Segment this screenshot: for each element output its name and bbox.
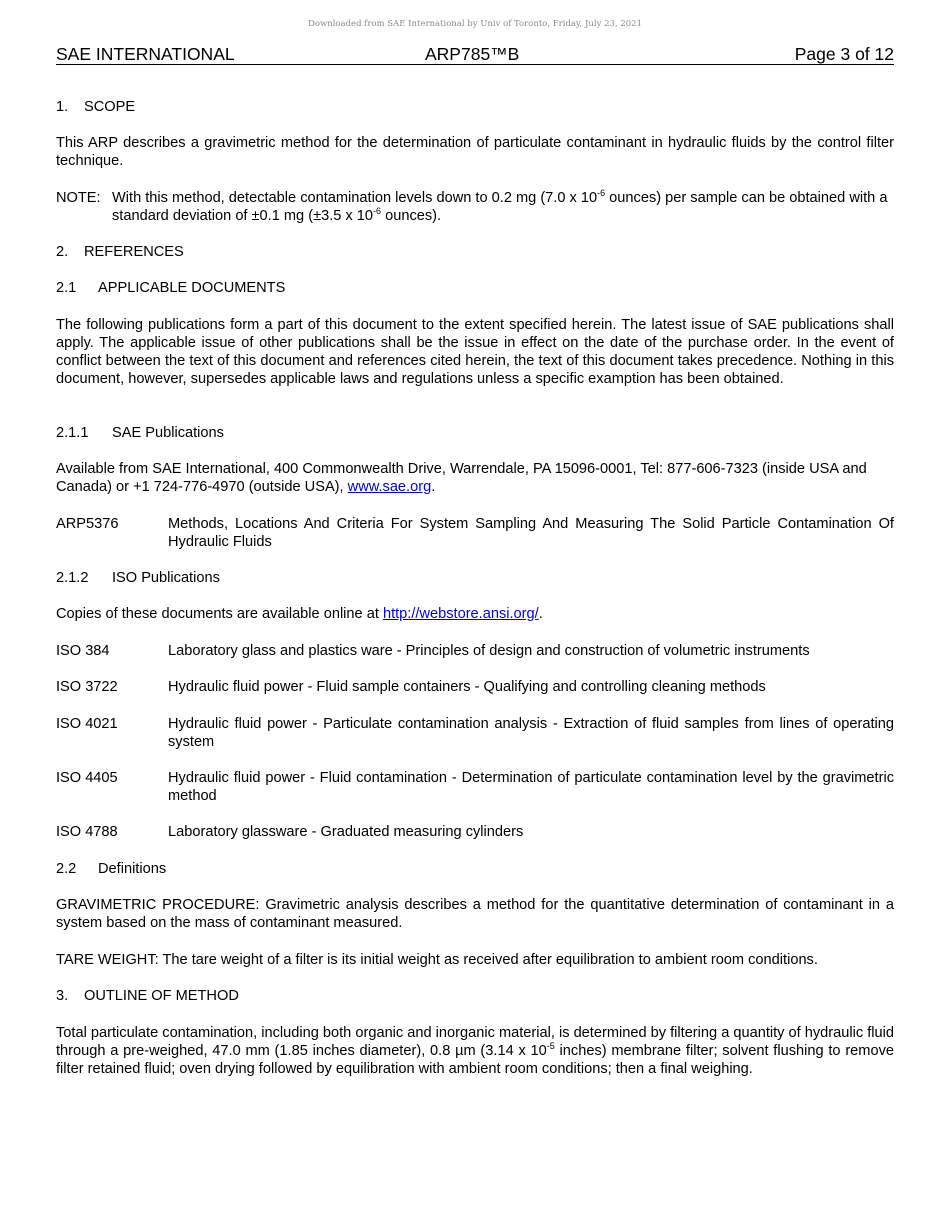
sae-availability-paragraph: Available from SAE International, 400 Commonwealth Drive, Warrendale, PA 15096-0001, Tel: 877-606-7323 (inside USA and Canada) or +1 724-776-4970 (outside USA), www.sae.org. xyxy=(56,461,867,495)
reference-entry xyxy=(56,715,894,751)
section-heading-iso-publications: 2.1.2 ISO Publications xyxy=(56,570,220,586)
sae-website-link[interactable]: www.sae.org xyxy=(347,479,432,495)
reference-title: Hydraulic fluid power - Fluid contamination - Determination of particulate contamination level by the gravimetric method xyxy=(168,770,894,804)
section-heading-outline-of-method: 3. OUTLINE OF METHOD xyxy=(56,988,239,1004)
reference-title: Hydraulic fluid power - Particulate contamination analysis - Extraction of fluid samples from lines of operating system xyxy=(168,716,894,750)
reference-code: ISO 4021 xyxy=(56,716,118,732)
reference-code: ISO 4405 xyxy=(56,770,118,786)
section-heading-sae-publications: 2.1.1 SAE Publications xyxy=(56,425,224,441)
scope-note xyxy=(56,189,894,225)
scope-paragraph: This ARP describes a gravimetric method for the determination of particulate contaminant in hydraulic fluids by the control filter technique. xyxy=(56,135,894,169)
reference-entry xyxy=(56,515,894,551)
reference-title: Methods, Locations And Criteria For System Sampling And Measuring The Solid Particle Contamination Of Hydraulic Fluids xyxy=(168,516,894,550)
download-banner: Downloaded from SAE International by Univ of Toronto, Friday, July 23, 2021 xyxy=(308,19,642,29)
reference-code: ISO 384 xyxy=(56,643,110,659)
reference-entry xyxy=(56,823,894,841)
ansi-webstore-link[interactable]: http://webstore.ansi.org/ xyxy=(382,606,539,622)
header-doc-id: ARP785™B xyxy=(425,44,520,64)
reference-title: Hydraulic fluid power - Fluid sample containers - Qualifying and controlling cleaning methods xyxy=(168,679,766,695)
section-heading-definitions: 2.2 Definitions xyxy=(56,861,167,877)
reference-code: ARP5376 xyxy=(56,516,119,532)
definition-gravimetric-procedure: GRAVIMETRIC PROCEDURE: Gravimetric analysis describes a method for the quantitative determination of contaminant in a system based on the mass of contaminant measured. xyxy=(56,897,894,931)
note-text: With this method, detectable contamination levels down to 0.2 mg (7.0 x $10^{-6}$ ounces) per sample can be obtained with a standard deviation of ±0.1 mg (±3.5 x $10^{-6}$ ounces). xyxy=(112,188,888,224)
section-heading-applicable-documents: 2.1 APPLICABLE DOCUMENTS xyxy=(56,280,286,296)
section-heading-references: 2. REFERENCES xyxy=(56,244,184,260)
reference-entry xyxy=(56,678,894,696)
reference-entry xyxy=(56,769,894,805)
header-org: SAE INTERNATIONAL xyxy=(56,44,235,64)
definition-tare-weight: TARE WEIGHT: The tare weight of a filter is its initial weight as received after equilibration to ambient room conditions. xyxy=(56,952,818,968)
reference-code: ISO 3722 xyxy=(56,679,118,695)
outline-of-method-paragraph: Total particulate contamination, including both organic and inorganic material, is determined by filtering a quantity of hydraulic fluid through a pre-weighed, 47.0 mm (1.85 inches diameter), 0.8 µm (3.14 x $10^{-5}$ inches) membrane filter; solvent flushing to remove filter retained fluid; oven drying followed by equilibration with ambient room conditions; then a final weighing. xyxy=(56,1025,894,1077)
reference-code: ISO 4788 xyxy=(56,824,118,840)
header-page-number: Page 3 of 12 xyxy=(794,44,894,64)
applicable-documents-paragraph: The following publications form a part of this document to the extent specified herein. The latest issue of SAE publications shall apply. The applicable issue of other publications shall be the issue in effect on the date of the purchase order. In the event of conflict between the text of this document and references cited herein, the text of this document takes precedence. Nothing in this document, however, supersedes applicable laws and regulations unless a specific examption has been obtained. xyxy=(56,317,894,387)
reference-title: Laboratory glass and plastics ware - Principles of design and construction of volumetric instruments xyxy=(168,643,810,659)
reference-entry xyxy=(56,642,894,660)
section-heading-scope: 1. SCOPE xyxy=(56,99,136,115)
note-label: NOTE: xyxy=(56,190,101,206)
reference-title: Laboratory glassware - Graduated measuring cylinders xyxy=(168,824,524,840)
page-header xyxy=(56,45,894,65)
iso-availability-paragraph: Copies of these documents are available online at http://webstore.ansi.org/. xyxy=(56,606,543,622)
